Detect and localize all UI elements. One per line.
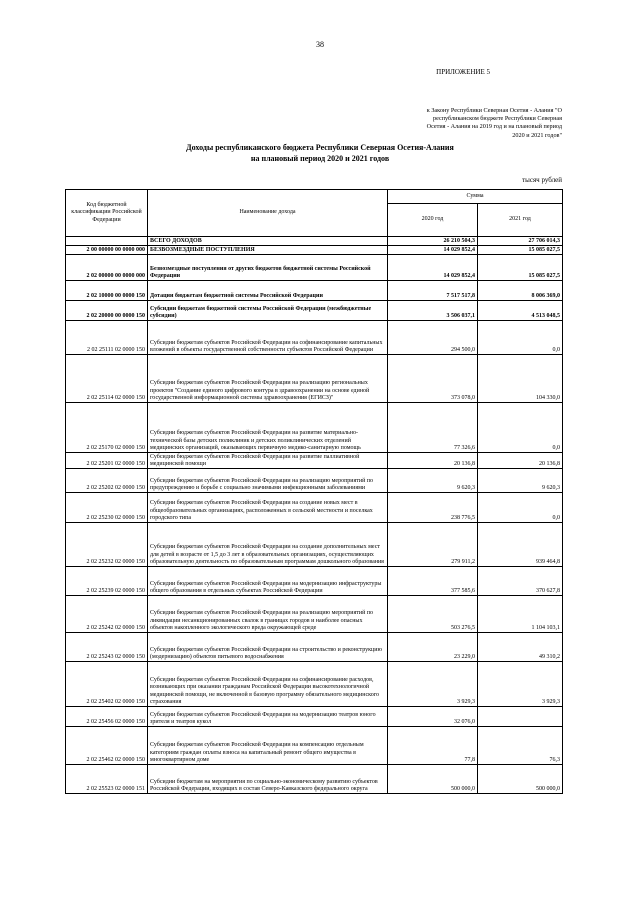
- row-value-2021: 27 706 014,3: [478, 237, 563, 246]
- row-name: ВСЕГО ДОХОДОВ: [148, 237, 388, 246]
- row-name: Безвозмездные поступления от других бюджетов бюджетной системы Российской Федерации: [148, 255, 388, 281]
- row-value-2020: 7 517 517,8: [388, 281, 478, 301]
- row-code: 2 02 10000 00 0000 150: [66, 281, 148, 301]
- table-row: [66, 633, 563, 662]
- column-header-2020: 2020 год: [388, 204, 478, 237]
- row-name: Субсидии бюджетам субъектов Российской Федерации на реализацию мероприятий по ликвидации несанкционированных свалок в границах городов и наиболее опасных объектов накопленного экологического вреда окружающей среде: [148, 596, 388, 633]
- row-value-2021: 104 330,0: [478, 355, 563, 403]
- row-value-2020: 377 585,6: [388, 567, 478, 596]
- row-name: Субсидии бюджетам субъектов Российской Федерации на создание дополнительных мест для детей в возрасте от 1,5 до 3 лет в образовательных организациях, осуществляющих образовательную деятельность по образовательным программам дошкольного образования: [148, 523, 388, 567]
- row-value-2021: 49 310,2: [478, 633, 563, 662]
- table-row: [66, 246, 563, 255]
- row-code: 2 02 25232 02 0000 150: [66, 523, 148, 567]
- table-row: [66, 453, 563, 469]
- row-value-2021: 1 104 103,1: [478, 596, 563, 633]
- row-code: 2 02 25456 02 0000 150: [66, 707, 148, 727]
- appendix-note-line: республиканском бюджете Республики Северная: [432, 115, 562, 123]
- row-name: Субсидии бюджетам субъектов Российской Федерации на строительство и реконструкцию (модернизацию) объектов питьевого водоснабжения: [148, 633, 388, 662]
- row-value-2020: 294 500,0: [388, 321, 478, 355]
- table-row: [66, 321, 563, 355]
- row-name: Субсидии бюджетам субъектов Российской Федерации на реализацию региональных проектов "Создание единого цифрового контура в здравоохранении на основе единой государственной информационной системы здравоохранения (ЕГИСЗ)": [148, 355, 388, 403]
- row-value-2021: 370 627,8: [478, 567, 563, 596]
- row-name: Субсидии бюджетам субъектов Российской Федерации на реализацию мероприятий по предупреждению и борьбе с социально значимыми инфекционными заболеваниями: [148, 469, 388, 493]
- row-code: 2 02 25111 02 0000 150: [66, 321, 148, 355]
- table-row: [66, 469, 563, 493]
- column-header-sum: Сумма: [388, 190, 563, 204]
- table-row: [66, 355, 563, 403]
- row-name: Дотации бюджетам бюджетной системы Российской Федерации: [148, 281, 388, 301]
- row-value-2021: 4 513 048,5: [478, 301, 563, 321]
- row-name: Субсидии бюджетам на мероприятия по социально-экономическому развитию субъектов Российской Федерации, входящих в состав Северо-Кавказского федерального округа: [148, 765, 388, 794]
- appendix-note-line: 2020 и 2021 годов": [512, 131, 562, 139]
- table-row: [66, 765, 563, 794]
- row-code: 2 02 25202 02 0000 150: [66, 469, 148, 493]
- row-code: 2 00 00000 00 0000 000: [66, 246, 148, 255]
- row-name: Субсидии бюджетам субъектов Российской Федерации на модернизацию театров юного зрителя и театров кукол: [148, 707, 388, 727]
- row-code: 2 02 00000 00 0000 000: [66, 255, 148, 281]
- table-row: [66, 403, 563, 453]
- row-code: 2 02 25114 02 0000 150: [66, 355, 148, 403]
- row-value-2021: 15 085 027,5: [478, 255, 563, 281]
- row-value-2020: 77,8: [388, 727, 478, 765]
- table-row: [66, 596, 563, 633]
- document-title: [0, 142, 640, 164]
- revenue-table: [65, 189, 563, 794]
- row-name: Субсидии бюджетам субъектов Российской Федерации на модернизацию инфраструктуры общего образования в отдельных субъектах Российской Федерации: [148, 567, 388, 596]
- row-value-2020: 14 029 852,4: [388, 246, 478, 255]
- column-header-2021: 2021 год: [478, 204, 563, 237]
- row-code: 2 02 25243 02 0000 150: [66, 633, 148, 662]
- row-value-2020: 500 000,0: [388, 765, 478, 794]
- appendix-label: ПРИЛОЖЕНИЕ 5: [436, 68, 490, 76]
- row-code: 2 02 25242 02 0000 150: [66, 596, 148, 633]
- row-value-2021: 8 006 369,0: [478, 281, 563, 301]
- row-name: Субсидии бюджетам субъектов Российской Федерации на компенсацию отдельным категориям граждан оплаты взноса на капитальный ремонт общего имущества в многоквартирном доме: [148, 727, 388, 765]
- table-row: [66, 707, 563, 727]
- row-value-2020: 26 210 504,3: [388, 237, 478, 246]
- table-row: [66, 237, 563, 246]
- row-value-2021: 9 620,3: [478, 469, 563, 493]
- row-value-2021: 0,0: [478, 403, 563, 453]
- appendix-note-line: Осетия - Алания на 2019 год и на плановый период: [426, 123, 562, 131]
- row-value-2020: 23 229,0: [388, 633, 478, 662]
- row-name: Субсидии бюджетам субъектов Российской Федерации на софинансирование расходов, возникающих при оказании гражданам Российской Федерации высокотехнологичной медицинской помощи, не включенной в базовую программу обязательного медицинского страхования: [148, 662, 388, 707]
- row-name: Субсидии бюджетам субъектов Российской Федерации на софинансирование капитальных вложений в объекты государственной собственности субъектов Российской Федерации: [148, 321, 388, 355]
- row-name: Субсидии бюджетам бюджетной системы Российской Федерации (межбюджетные субсидии): [148, 301, 388, 321]
- table-row: [66, 662, 563, 707]
- row-value-2020: 279 911,2: [388, 523, 478, 567]
- title-line: на плановый период 2020 и 2021 годов: [250, 154, 390, 163]
- row-code: 2 02 25402 02 0000 150: [66, 662, 148, 707]
- table-row: [66, 727, 563, 765]
- row-name: Субсидии бюджетам субъектов Российской Федерации на развитие материально-технической базы детских поликлиник и детских поликлинических отделений медицинских организаций, оказывающих первичную медико-санитарную помощь: [148, 403, 388, 453]
- row-value-2020: 32 076,0: [388, 707, 478, 727]
- row-name: БЕЗВОЗМЕЗДНЫЕ ПОСТУПЛЕНИЯ: [148, 246, 388, 255]
- unit-label: тысяч рублей: [522, 176, 562, 184]
- row-value-2020: 20 136,8: [388, 453, 478, 469]
- row-value-2020: 3 506 037,1: [388, 301, 478, 321]
- column-header-code: Код бюджетной классификации Российской Федерации: [66, 190, 148, 237]
- appendix-note-line: к Закону Республики Северная Осетия - Алания "О: [426, 107, 562, 114]
- row-name: Субсидии бюджетам субъектов Российской Федерации на создание новых мест в общеобразовательных организациях, расположенных в сельской местности и поселках городского типа: [148, 493, 388, 523]
- table-row: [66, 523, 563, 567]
- row-value-2020: 373 078,0: [388, 355, 478, 403]
- appendix-note: [372, 107, 562, 140]
- row-value-2020: 14 029 852,4: [388, 255, 478, 281]
- table-row: [66, 567, 563, 596]
- page-number: 38: [316, 40, 324, 49]
- row-value-2020: 77 326,6: [388, 403, 478, 453]
- table-row: [66, 493, 563, 523]
- row-value-2021: 500 000,0: [478, 765, 563, 794]
- row-code: 2 02 25170 02 0000 150: [66, 403, 148, 453]
- table-row: [66, 301, 563, 321]
- row-value-2020: 3 929,3: [388, 662, 478, 707]
- column-header-name: Наименование дохода: [148, 190, 388, 237]
- row-name: Субсидии бюджетам субъектов Российской Федерации на развитие паллиативной медицинской помощи: [148, 453, 388, 469]
- row-value-2021: 0,0: [478, 321, 563, 355]
- row-code: [66, 237, 148, 246]
- row-value-2021: [478, 707, 563, 727]
- row-code: 2 02 25201 02 0000 150: [66, 453, 148, 469]
- row-value-2021: 0,0: [478, 493, 563, 523]
- row-code: 2 02 25523 02 0000 151: [66, 765, 148, 794]
- row-value-2021: 939 464,8: [478, 523, 563, 567]
- table-row: [66, 281, 563, 301]
- row-value-2021: 76,3: [478, 727, 563, 765]
- title-line: Доходы республиканского бюджета Республики Северная Осетия-Алания: [186, 143, 454, 152]
- row-value-2021: 15 085 027,5: [478, 246, 563, 255]
- row-code: 2 02 25462 02 0000 150: [66, 727, 148, 765]
- row-value-2021: 3 929,3: [478, 662, 563, 707]
- row-code: 2 02 20000 00 0000 150: [66, 301, 148, 321]
- row-value-2020: 238 776,5: [388, 493, 478, 523]
- row-value-2021: 20 136,8: [478, 453, 563, 469]
- row-code: 2 02 25230 02 0000 150: [66, 493, 148, 523]
- table-row: [66, 255, 563, 281]
- row-value-2020: 503 276,5: [388, 596, 478, 633]
- row-code: 2 02 25239 02 0000 150: [66, 567, 148, 596]
- row-value-2020: 9 620,3: [388, 469, 478, 493]
